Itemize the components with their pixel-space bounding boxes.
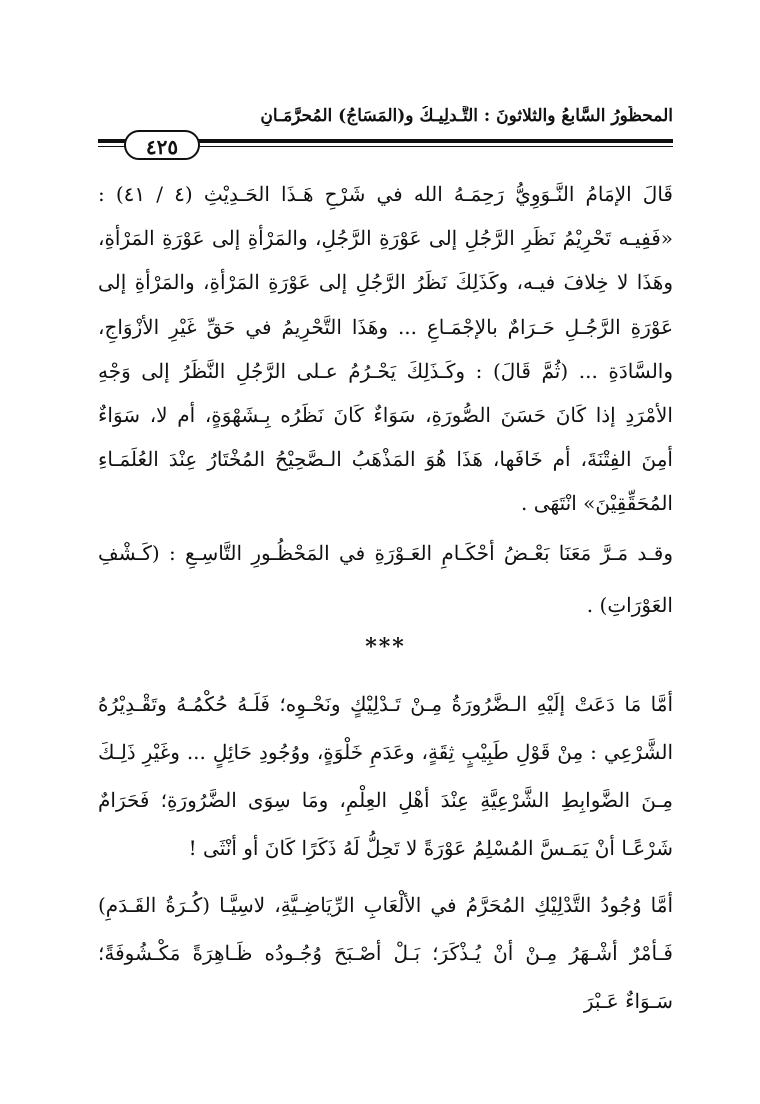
paragraph-necessity: أمَّا مَا دَعَتْ إلَيْهِ الـضَّرُورَةُ مِـنْ تَـدْلِيْكٍ ونَحْـوِه؛ فَلَـهُ حُكْمُـهُ وتَقْـدِيْرُهُ الشَّرْعِي : مِنْ قَوْلِ طَبِيْبٍ ثِقَةٍ، وعَدَمِ خَلْوَةٍ، ووُجُودِ حَائِلٍ ... وغَيْرِ ذَلِـكَ مِـنَ الضَّوابِطِ الشَّرْعِيَّةِ عِنْدَ أهْلِ العِلْمِ، ومَا سِوَى الضَّرُورَةِ؛ فَحَرَامٌ شَرْعًـا أنْ يَمَـسَّ المُسْلِمُ عَوْرَةً لا تَحِلُّ لَهُ ذَكَرًا كَانَ أو أنْثَى ! xyxy=(98,692,673,860)
paragraph-sports: أمَّا وُجُودُ التَّدْلِيْكِ المُحَرَّمُ في الألْعَابِ الرِّيَاضِـيَّةِ، لاسِيَّـا (كُـرَةُ القَـدَمِ) فَـأمْرٌ أشْـهَرُ مِـنْ أنْ يُـذْكَرَ؛ بَـلْ أصْـبَحَ وُجُـودُه ظَـاهِرَةً مَكْـشُوفَةً؛ سَـوَاءٌ عَـبْرَ xyxy=(98,893,673,1013)
page-number: ٤٢٥ xyxy=(124,130,200,160)
section-separator: *** xyxy=(365,634,406,660)
paragraph-reference: وقـد مَـرَّ مَعَنَا بَعْـضُ أحْكَـامِ العَـوْرَةِ في المَحْظُـورِ التَّاسِـعِ : (كَـشْفِ العَوْرَاتِ) . xyxy=(98,541,673,617)
paragraph-nawawi-quote: قَالَ الإمَامُ النَّـوَوِيُّ رَحِمَـهُ الله في شَرْحِ هَـذَا الحَـدِيْثِ (٤ / ٤١) : «فَفِيـه تَحْرِيْمُ نَظَرِ الرَّجُلِ إلى عَوْرَةِ الرَّجُلِ، والمَرْأةِ إلى عَوْرَةِ المَرْأةِ، وهَذَا لا خِلافَ فيـه، وكَذَلِكَ نَظَرُ الرَّجُلِ إلى عَوْرَةِ المَرْأةِ، والمَرْأةِ إلى عَوْرَةِ الرَّجُـلِ حَـرَامٌ بالإجْمَـاعِ ... وهَذَا التَّحْرِيمُ في حَقِّ غَيْرِ الأزْوَاجِ، والسَّادَةِ ... (ثُمَّ قَالَ) : وكَـذَلِكَ يَحْـرُمُ عـلى الرَّجُلِ النَّظَرُ إلى وَجْهِ الأمْرَدِ إذا كَانَ حَسَنَ الصُّورَةِ، سَوَاءٌ كَانَ نَظَرُه بِـشَهْوَةٍ، أم لا، سَوَاءٌ أمِنَ الفِتْنَةَ، أم خَافَها، هَذَا هُوَ المَذْهَبُ الـصَّحِيْحُ المُخْتَارُ عِنْدَ العُلَمَـاءِ المُحَقِّقِيْنَ» انْتَهَى . xyxy=(98,182,673,516)
running-title: المحظُورُ السَّابعُ والثلاثونَ : التَّـدلِيـكُ و(المَسَاجُ) المُحرَّمَـانِ xyxy=(260,106,673,126)
